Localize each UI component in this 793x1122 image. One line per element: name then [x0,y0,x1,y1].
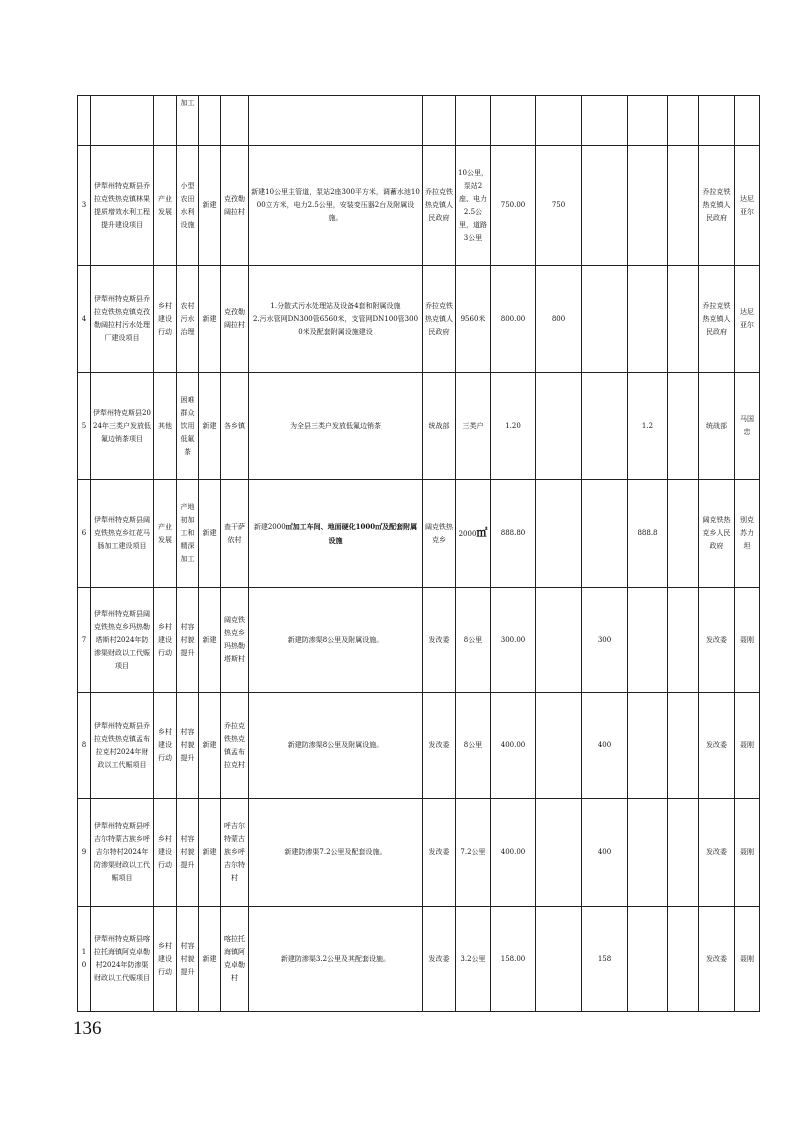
construction-scale: 10公里，泵站2座、电力2.5公里，道路3公里 [456,146,491,266]
fund-col-4 [668,373,699,480]
construction-nature: 新建 [199,799,221,907]
responsible-unit: 发改委 [699,693,735,799]
scale-prefix: 2000 [458,530,477,538]
row-number: 9 [78,799,91,907]
project-name: 伊犁州特克斯县阔克铁热克乡玛热勒塔斯村2024年防渗渠财政以工代赈项目 [91,588,154,693]
responsible-person: 达尼亚尔 [735,266,760,373]
fund-col-2 [582,373,628,480]
row-number: 4 [78,266,91,373]
responsible-unit: 发改委 [699,588,735,693]
table-row [78,480,760,588]
page-number: 136 [73,1018,102,1039]
table-row [78,907,760,1012]
project-type: 乡村建设行动 [154,799,177,907]
construction-content [249,266,423,373]
fund-col-3 [628,693,668,799]
table-row [78,799,760,907]
fund-col-1 [536,799,582,907]
fund-col-4 [668,907,699,1012]
fund-col-3: 888.8 [628,480,668,588]
construction-nature: 新建 [199,266,221,373]
construction-nature: 新建 [199,146,221,266]
project-name: 伊犁州特克斯县呼吉尔特蒙古族乡呼吉尔特村2024年防渗渠财政以工代赈项目 [91,799,154,907]
fund-col-1 [536,693,582,799]
fund-col-4 [668,693,699,799]
project-name: 伊犁州特克斯县乔拉克铁热克镇孟布拉克村2024年财政以工代赈项目 [91,693,154,799]
total-investment: 400.00 [491,693,536,799]
fund-col-2 [582,146,628,266]
construction-scale: 三类户 [456,373,491,480]
fund-col-1 [536,907,582,1012]
responsible-unit: 发改委 [699,907,735,1012]
project-table [77,95,760,1012]
project-location: 各乡镇 [221,373,249,480]
responsible-person: 马国忠 [735,373,760,480]
row-number: 3 [78,146,91,266]
project-location: 喀拉托海镇阿克卓勒村 [221,907,249,1012]
construction-nature: 新建 [199,693,221,799]
fund-col-4 [668,146,699,266]
project-location: 克孜勒阔拉村 [221,146,249,266]
project-subtype: 小型农田水利设施 [177,146,199,266]
content-line: 2.污水管网DN300管6560米，支管网DN100管3000米及配套附属设施建设 [252,314,419,336]
project-subtype: 村容村貌提升 [177,799,199,907]
fund-col-1: 750 [536,146,582,266]
table-row [78,146,760,266]
construction-content: 为全县三类户发放低氟边销茶 [249,373,423,480]
fund-col-3 [628,266,668,373]
implementing-unit: 发改委 [423,907,456,1012]
total-investment: 400.00 [491,799,536,907]
fund-col-3 [628,588,668,693]
table-row [78,373,760,480]
project-subtype: 村容村貌提升 [177,693,199,799]
implementing-unit: 乔拉克铁热克镇人民政府 [423,146,456,266]
construction-nature: 新建 [199,588,221,693]
fund-col-2 [582,266,628,373]
project-location: 乔拉克铁热克镇孟布拉克村 [221,693,249,799]
table-row [78,588,760,693]
project-name: 伊犁州特克斯县喀拉托海镇阿克卓勒村2024年防渗渠财政以工代赈项目 [91,907,154,1012]
implementing-unit: 发改委 [423,799,456,907]
fund-col-2: 400 [582,799,628,907]
responsible-person: 聂刚 [735,693,760,799]
table-row [78,266,760,373]
fund-col-3 [628,907,668,1012]
project-type: 其他 [154,373,177,480]
implementing-unit: 阔克铁热克乡 [423,480,456,588]
project-subtype: 村容村貌提升 [177,588,199,693]
implementing-unit: 乔拉克铁热克镇人民政府 [423,266,456,373]
construction-content: 新建防渗渠3.2公里及其配套设施。 [249,907,423,1012]
project-location: 查干萨依村 [221,480,249,588]
implementing-unit: 统战部 [423,373,456,480]
project-type: 乡村建设行动 [154,588,177,693]
total-investment: 1.20 [491,373,536,480]
subtype-cell: 加工 [177,96,199,146]
fund-col-1 [536,373,582,480]
responsible-person: 聂刚 [735,588,760,693]
construction-scale: 7.2公里 [456,799,491,907]
responsible-person: 达尼亚尔 [735,146,760,266]
scale-unit: ㎡ [476,526,488,539]
total-investment: 750.00 [491,146,536,266]
row-number: 6 [78,480,91,588]
responsible-unit: 乔拉克铁热克镇人民政府 [699,266,735,373]
total-investment: 800.00 [491,266,536,373]
responsible-person: 别克苏力坦 [735,480,760,588]
fund-col-3 [628,799,668,907]
fund-col-3 [628,146,668,266]
responsible-unit: 阔克铁热克乡人民政府 [699,480,735,588]
construction-scale: 8公里 [456,588,491,693]
row-number: 8 [78,693,91,799]
responsible-unit: 乔拉克铁热克镇人民政府 [699,146,735,266]
table-row [78,96,760,146]
total-investment: 300.00 [491,588,536,693]
project-type: 乡村建设行动 [154,693,177,799]
construction-scale: 3.2公里 [456,907,491,1012]
project-location: 克孜勒阔拉村 [221,266,249,373]
total-investment: 888.80 [491,480,536,588]
project-subtype: 村容村貌提升 [177,907,199,1012]
row-number: 7 [78,588,91,693]
content-line: 1.分散式污水处理站及设备4套和附属设施 [270,301,401,310]
project-subtype: 困难群众饮用低氟茶 [177,373,199,480]
row-number: 10 [78,907,91,1012]
row-number: 5 [78,373,91,480]
responsible-unit: 发改委 [699,799,735,907]
fund-col-3: 1.2 [628,373,668,480]
fund-col-1: 800 [536,266,582,373]
construction-content: 新建防渗渠8公里及附属设施。 [249,693,423,799]
construction-scale [456,480,491,588]
fund-col-4 [668,799,699,907]
fund-col-2: 400 [582,693,628,799]
project-type: 乡村建设行动 [154,907,177,1012]
implementing-unit: 发改委 [423,693,456,799]
project-name: 伊犁州特克斯县2024年三类户发放低氟边销茶项目 [91,373,154,480]
responsible-person: 聂刚 [735,907,760,1012]
fund-col-2: 158 [582,907,628,1012]
project-type: 产业发展 [154,146,177,266]
fund-col-4 [668,266,699,373]
project-subtype: 产地初加工和精深加工 [177,480,199,588]
construction-scale: 9560米 [456,266,491,373]
project-location: 呼吉尔特蒙古族乡呼吉尔特村 [221,799,249,907]
responsible-unit: 统战部 [699,373,735,480]
construction-content: 新建10公里主管道，泵站2座300平方米，调蓄水池1000立方米，电力2.5公里，安装变压器2台及附属设施。 [249,146,423,266]
construction-content: 新建防渗渠7.2公里及配套设施。 [249,799,423,907]
project-name: 伊犁州特克斯县乔拉克铁热克镇林果提质增效水利工程提升建设项目 [91,146,154,266]
fund-col-2 [582,480,628,588]
project-type: 产业发展 [154,480,177,588]
construction-nature: 新建 [199,907,221,1012]
fund-col-2: 300 [582,588,628,693]
content-emphasis: ㎡加工车间、地面硬化1000㎡及配套附属设施 [285,522,418,545]
project-location: 阔克铁热克乡玛热勒塔斯村 [221,588,249,693]
fund-col-4 [668,588,699,693]
fund-col-1 [536,480,582,588]
content-prefix: 新建2000 [253,523,286,531]
construction-content [249,480,423,588]
construction-scale: 8公里 [456,693,491,799]
project-type: 乡村建设行动 [154,266,177,373]
fund-col-4 [668,480,699,588]
table-row [78,693,760,799]
project-subtype: 农村污水治理 [177,266,199,373]
construction-nature: 新建 [199,373,221,480]
project-name: 伊犁州特克斯县阔克铁热克乡红花马肠加工建设项目 [91,480,154,588]
project-name: 伊犁州特克斯县乔拉克铁热克镇克孜勒阔拉村污水处理厂建设项目 [91,266,154,373]
total-investment: 158.00 [491,907,536,1012]
implementing-unit: 发改委 [423,588,456,693]
responsible-person: 聂刚 [735,799,760,907]
construction-nature: 新建 [199,480,221,588]
fund-col-1 [536,588,582,693]
construction-content: 新建防渗渠8公里及附属设施。 [249,588,423,693]
